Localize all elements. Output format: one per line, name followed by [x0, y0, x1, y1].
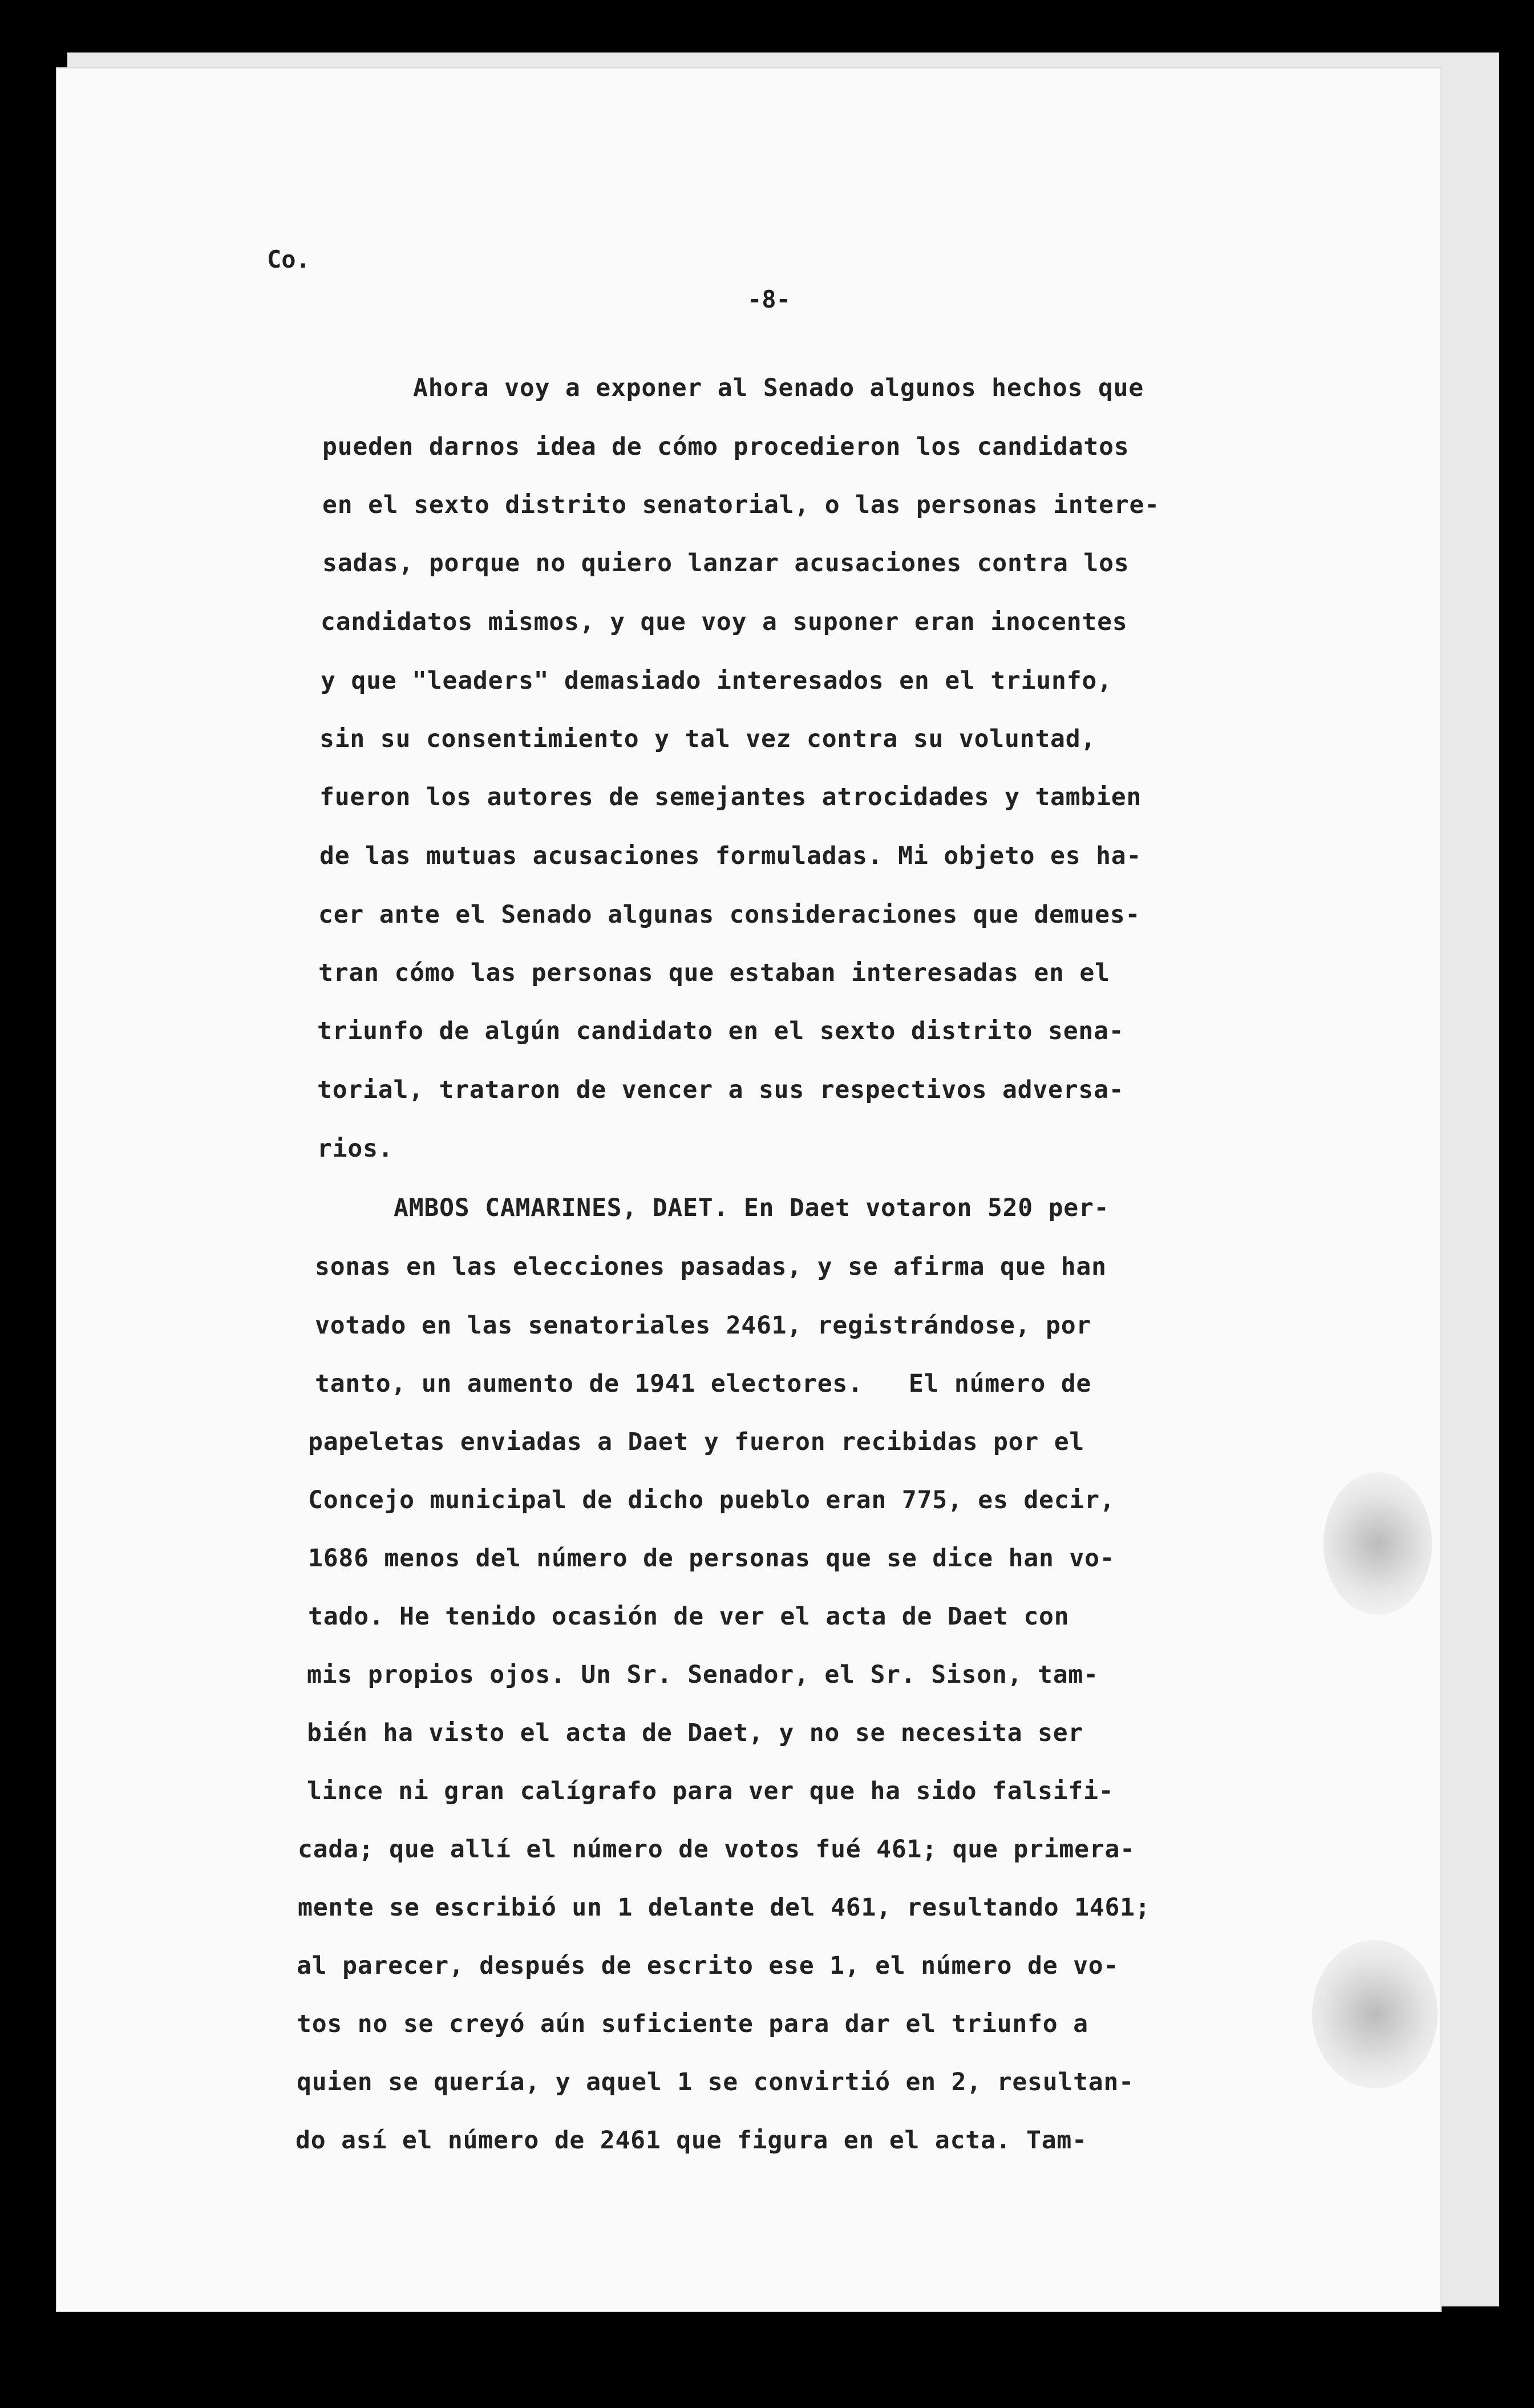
- text-line: fueron los autores de semejantes atrocidades y tambien: [319, 783, 1142, 811]
- text-line: lince ni gran calígrafo para ver que ha sido falsifi-: [307, 1777, 1114, 1805]
- text-line: en el sexto distrito senatorial, o las personas intere-: [322, 491, 1160, 519]
- text-line: votado en las senatoriales 2461, registrándose, por: [315, 1311, 1092, 1340]
- text-line: torial, trataron de vencer a sus respectivos adversa-: [317, 1076, 1124, 1104]
- text-line: sonas en las elecciones pasadas, y se afirma que han: [315, 1253, 1107, 1281]
- text-line: 1686 menos del número de personas que se dice han vo-: [308, 1544, 1115, 1573]
- ink-smudge: [1312, 1940, 1438, 2088]
- text-line: pueden darnos idea de cómo procedieron los candidatos: [322, 433, 1130, 461]
- text-line: sadas, porque no quiero lanzar acusaciones contra los: [322, 549, 1130, 577]
- text-line: cer ante el Senado algunas consideraciones que demues-: [318, 900, 1141, 929]
- page-reference: Co.: [267, 245, 310, 273]
- text-line: tos no se creyó aún suficiente para dar el triunfo a: [297, 2010, 1088, 2038]
- text-line: de las mutuas acusaciones formuladas. Mi objeto es ha-: [319, 842, 1142, 870]
- text-line: bién ha visto el acta de Daet, y no se necesita ser: [307, 1719, 1084, 1747]
- text-line: tanto, un aumento de 1941 electores. El número de: [315, 1369, 1092, 1398]
- text-line: triunfo de algún candidato en el sexto distrito sena-: [317, 1017, 1124, 1045]
- text-line: cada; que allí el número de votos fué 461; que primera-: [298, 1835, 1135, 1864]
- text-line: Ahora voy a exponer al Senado algunos hechos que: [413, 374, 1144, 402]
- text-line: papeletas enviadas a Daet y fueron recibidas por el: [308, 1428, 1085, 1456]
- text-line: sin su consentimiento y tal vez contra su voluntad,: [319, 725, 1096, 753]
- text-line: Concejo municipal de dicho pueblo eran 775, es decir,: [308, 1486, 1115, 1514]
- text-line: mis propios ojos. Un Sr. Senador, el Sr. Sison, tam-: [307, 1660, 1099, 1689]
- text-line: do así el número de 2461 que figura en el acta. Tam-: [296, 2126, 1087, 2155]
- text-line: AMBOS CAMARINES, DAET. En Daet votaron 520 per-: [394, 1194, 1110, 1222]
- ink-smudge: [1323, 1472, 1432, 1615]
- text-line: quien se quería, y aquel 1 se convirtió en 2, resultan-: [297, 2068, 1134, 2096]
- text-line: al parecer, después de escrito ese 1, el número de vo-: [297, 1952, 1119, 1980]
- text-line: mente se escribió un 1 delante del 461, resultando 1461;: [298, 1893, 1151, 1922]
- text-line: tran cómo las personas que estaban interesadas en el: [318, 959, 1110, 987]
- text-line: candidatos mismos, y que voy a suponer eran inocentes: [321, 608, 1128, 636]
- text-line: rios.: [317, 1134, 394, 1163]
- page-number: -8-: [747, 285, 791, 313]
- text-line: y que "leaders" demasiado interesados en el triunfo,: [321, 666, 1112, 695]
- text-line: tado. He tenido ocasión de ver el acta de Daet con: [308, 1602, 1070, 1631]
